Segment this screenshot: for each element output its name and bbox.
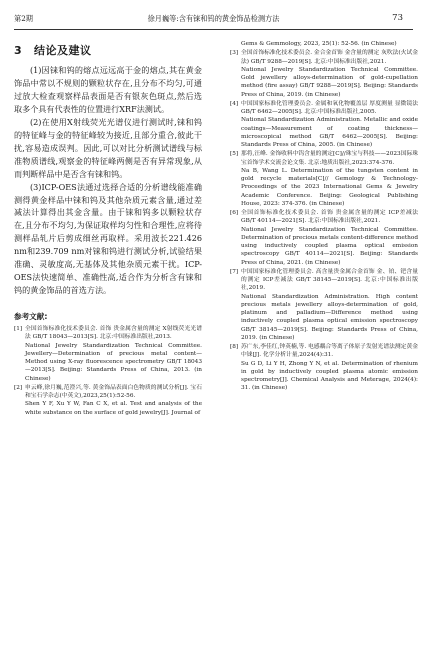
section-title: 结论及建议 xyxy=(34,44,92,57)
conclusion-paragraph-3: (3)ICP-OES法通过选择合适的分析谱线能准确测得黄金样品中铼和钨及其他杂质元素含量,通过差减法计算得出其金含量。由于铼和钨多以颗粒状存在,且分布不均匀,为保证取样均匀性和合理性,应将待测样品轧片后剪成细丝再取样。采用波长221.426 nm和239.709 nm对铼和钨进行测试分析,试验结果准确、灵敏度高,无基体及其他杂质元素干扰。ICP-OES法快速简单、准确性高,适合作为分析含有铼和钨的黄金饰品的首选方法。 xyxy=(14,181,202,296)
reference-cn: 苏广东,李佳红,钟英楠,等. 电感耦合等离子体原子发射光谱法测定黄金中铼[J]. 化学分析计量,2024(4):31. xyxy=(241,344,418,359)
reference-en: National Standardization Administration. Metallic and oxide coatings—Measurement of coating thickness—microscopical method GB/T 6462—2005[S]. Beijing: Standards Press of China, 2005. (in Chinese) xyxy=(241,117,418,148)
reference-en: Na B, Wang L. Determination of the tungsten content in gold recycle materials[C]// Gemology & Technology-Proceedings of the 2023 International Gems & Jewelry Academic Conference. Beijing: Geological Publishing House, 2023: 374-376. (in Chinese) xyxy=(241,167,418,207)
references-heading: 参考文献: xyxy=(14,312,48,322)
conclusion-paragraph-1: (1)因铼和钨的熔点远远高于金的熔点,其在黄金饰品中常以不规则的颗粒状存在,且分布不均匀,可通过放大检查观察样品表面是否有银灰色斑点,然后选取多个具有代表性的位置进行XRF法测试。 xyxy=(14,65,202,114)
reference-number: [5] xyxy=(230,151,239,158)
reference-en: Su G D, Li Y H, Zhong Y N, et al. Determination of rhenium in gold by inductively coupled plasma atomic emission spectrometry[J]. Chemical Analysis and Meterage, 2024(4): 31. (in Chinese) xyxy=(241,360,418,392)
running-title: 徐月巍等:含有铼和钨的黄金饰品检测方法 xyxy=(147,14,280,23)
reference-number: [6] xyxy=(230,210,239,216)
reference-item xyxy=(230,209,418,267)
reference-en: Shen Y F, Xu Y W, Fan C X, et al. Test and analysis of the white substance on the surface of gold jewelry[J]. Journal of xyxy=(25,401,202,416)
reference-en: National Jewelry Standardization Technical Committee. Gold jewellery alloys-determination of gold-cupellation method (fire assay) GB/T 9288—2019[S]. Beijing: Standards Press of China, 2019. (in Chinese) xyxy=(241,66,418,98)
reference-continuation: Gems & Gemmology, 2023, 25(1): 52-56. (in Chinese) xyxy=(241,41,397,47)
reference-number: [3] xyxy=(230,50,239,57)
reference-cn: 全国首饰标准化技术委员会. 首饰 贵金属含量的测定 ICP差减法 GB/T 40114—2021[S]. 北京:中国标准出版社,2021. xyxy=(241,210,418,225)
reference-cn: 全国首饰标准化技术委员会. 首饰 贵金属含量的测定 X射线荧光光谱法 GB/T 18043—2013[S]. 北京:中国标准出版社,2013. xyxy=(25,326,202,341)
reference-cn: 全国首饰标准化技术委员会. 金合金首饰 金含量的测定 灰吹法(火试金法) GB/T 9288—2019[S]. 北京:中国标准出版社,2021. xyxy=(241,50,418,65)
reference-en: National Jewelry Standardization Technical Committee. Determination of precious metals content-difference method using inductively coupled plasma optical emission spectroscopy GB/T 40114—2021[S]. Beijing: Standards Press of China, 2021. (in Chinese) xyxy=(241,226,418,266)
reference-cn: 中国国家标准化管理委员会. 高含量贵金属合金首饰 金、铂、钯含量的测定 ICP差减法 GB/T 38145—2019[S]. 北京:中国标准出版社,2019. xyxy=(241,268,418,292)
header-rule xyxy=(14,29,413,30)
reference-number: [7] xyxy=(230,268,239,275)
reference-cn: 中国国家标准化管理委员会. 金属和氧化物覆盖层 厚度测量 显微镜法 GB/T 6462—2005[S]. 北京:中国标准出版社,2005. xyxy=(241,100,418,115)
reference-item xyxy=(230,150,418,208)
reference-item xyxy=(230,49,418,99)
left-column xyxy=(14,36,202,418)
reference-item xyxy=(14,384,202,417)
reference-item xyxy=(230,268,418,342)
reference-cn: 申云峰,徐月巍,范澄兴,等. 黄金饰品表面白色物质的测试分析[J]. 宝石和宝石学杂志(中英文),2023,25(1):52-56. xyxy=(25,384,202,400)
section-heading xyxy=(14,42,202,58)
reference-item xyxy=(230,343,418,393)
running-header xyxy=(0,14,427,28)
conclusion-paragraph-2: (2)在使用X射线荧光光谱仪进行测试时,铼和钨的特征峰与金的特征峰较为接近,且部分重合,彼此干扰,容易造成误判。因此,可以对比分析测试谱线与标准物质谱线,观察金的特征峰两侧是否有异常现象,从而判断样品中是否含有铼和钨。 xyxy=(14,116,202,179)
reference-item xyxy=(230,100,418,150)
issue-label: 第2期 xyxy=(14,14,33,23)
reference-number: [1] xyxy=(14,326,23,333)
reference-number: [2] xyxy=(14,384,23,391)
reference-en: National Standardization Administration. High content precious metals jewellery alloys-determination of gold, platinum and palladium—Difference method using inductively coupled plasma optical emission spectroscopy GB/T 38145—2019[S]. Beijing: Standards Press of China, 2019. (in Chinese) xyxy=(241,293,418,341)
reference-number: [4] xyxy=(230,100,239,107)
reference-cn: 那将,汪峰. 金饰收料中钨含量的测定[C]//珠宝与科技——2023国际珠宝首饰学术交流会论文集. 北京:地质出版社,2023:374-376. xyxy=(241,151,418,166)
section-number: 3 xyxy=(14,44,23,57)
right-column xyxy=(230,40,418,394)
page-number: 73 xyxy=(392,13,403,23)
reference-item xyxy=(14,325,202,383)
reference-en: National Jewelry Standardization Technical Committee. Jewellery—Determination of precious metal content—Method using X-ray fluorescence spectrometry GB/T 18043—2013[S]. Beijing: Standards Press of China, 2013. (in Chinese) xyxy=(25,342,202,382)
reference-number: [8] xyxy=(230,344,239,350)
